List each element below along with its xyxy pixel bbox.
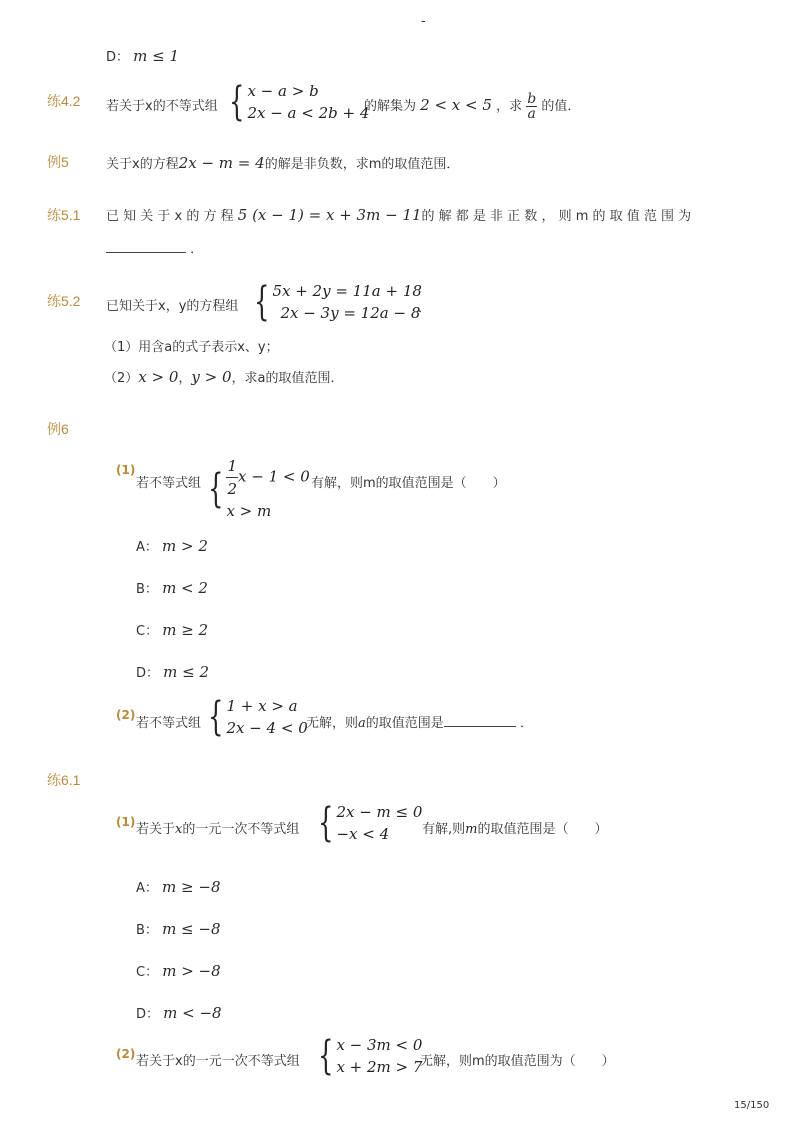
top-option-d (106, 46, 179, 65)
option-math: m ≤ 2 (163, 663, 210, 681)
question-continuation (364, 92, 580, 121)
question-text: 有解，则m的取值范围是（ ） (311, 476, 506, 491)
sub-question-1: （1）用含a的式子表示x、y； (104, 340, 279, 355)
option-math: m > −8 (162, 962, 221, 980)
option-math: m < 2 (162, 579, 208, 597)
option[interactable] (136, 578, 208, 597)
text: ，求a的取值范围． (231, 371, 344, 386)
option-label: C： (136, 965, 159, 980)
fraction-numerator: 1 (226, 455, 238, 478)
system-row: 2x − 3y = 12a − 8 (280, 304, 421, 322)
option[interactable] (136, 919, 221, 938)
question-tag: 练4.2 (47, 93, 81, 109)
question-text: 无解，则m的取值范围为（ ） (420, 1054, 615, 1069)
condition-math: 2 < x < 5 (420, 96, 492, 114)
text: 的解集为 (364, 99, 417, 114)
option-math: m ≤ −8 (162, 920, 221, 938)
question-tag: 例6 (47, 421, 69, 437)
text: ． (519, 716, 533, 731)
text: ， (178, 371, 192, 386)
answer-blank[interactable] (444, 714, 516, 727)
option-label: D： (136, 666, 160, 681)
option-math: m ≥ 2 (162, 621, 209, 639)
option-math: m > 2 (162, 537, 208, 555)
question-text (106, 153, 459, 172)
answer-blank[interactable] (106, 240, 186, 253)
question-continuation (422, 818, 607, 837)
text: 已 知 关 于 x 的 方 程 (106, 209, 234, 224)
sub-number: (1) (116, 463, 136, 477)
text: ，求 (496, 99, 523, 114)
system-row: x + 2m > 7 (336, 1058, 423, 1076)
text: 的取值范围是 (365, 716, 444, 731)
system-row: −x < 4 (336, 825, 390, 843)
text: 的取值范围是（ ） (477, 822, 608, 837)
option[interactable] (136, 620, 208, 639)
option-label: A： (136, 540, 158, 555)
text: 的解是非负数，求m的取值范围． (264, 157, 460, 172)
option-math: m ≤ 1 (133, 47, 180, 65)
left-brace: { (254, 279, 270, 325)
system-row: x − 3m < 0 (336, 1036, 423, 1054)
question-tag: 练5.2 (47, 293, 81, 309)
question-text: 若不等式组 (136, 716, 202, 731)
option-math: m ≥ −8 (162, 878, 221, 896)
option-label: A： (136, 881, 158, 896)
text: 若关于 (136, 822, 176, 837)
equation-system (203, 695, 308, 739)
equation-system (313, 801, 422, 845)
variable: a (358, 716, 366, 731)
fraction-denominator: 2 (227, 480, 237, 498)
option[interactable] (136, 877, 221, 896)
condition-math: x > 0 (138, 368, 179, 386)
system-row: x > m (226, 502, 272, 520)
text: 关于x的方程 (106, 157, 179, 172)
equation-system (313, 1034, 422, 1078)
text: ． (418, 301, 432, 316)
question-continuation (306, 712, 533, 731)
question-text: 若不等式组 (136, 476, 202, 491)
option-label: C： (136, 624, 159, 639)
text: 的 解 都 是 非 正 数 ， 则 m 的 取 值 范 围 为 (421, 209, 692, 224)
fraction-numerator: b (527, 91, 537, 107)
option-label: D： (106, 50, 130, 65)
text: 无解，则 (306, 716, 359, 731)
system-row: 2x − a < 2b + 4 (247, 104, 370, 122)
sub-number: (1) (116, 815, 136, 829)
left-brace: { (208, 694, 224, 740)
option[interactable] (136, 662, 209, 681)
question-tag: 练6.1 (47, 772, 81, 788)
sub-question-2 (104, 367, 344, 386)
system-row: 2x − m ≤ 0 (336, 803, 423, 821)
text: 的值． (541, 99, 581, 114)
option-math: m < −8 (163, 1004, 222, 1022)
question-tag: 例5 (47, 154, 69, 170)
sub-number: (2) (116, 708, 136, 722)
option-label: B： (136, 582, 158, 597)
row-rest: x − 1 < 0 (238, 467, 310, 486)
question-text: 若关于x的一元一次不等式组 (136, 1054, 300, 1069)
left-brace: { (208, 465, 224, 512)
text: 的一元一次不等式组 (182, 822, 300, 837)
question-text (106, 205, 691, 224)
equation-math: 2x − m = 4 (178, 154, 265, 172)
option[interactable] (136, 536, 208, 555)
condition-math: y > 0 (191, 368, 232, 386)
text: 有解,则 (422, 822, 466, 837)
option-label: D： (136, 1007, 160, 1022)
system-row: 1 + x > a (226, 697, 298, 715)
option-label: B： (136, 923, 158, 938)
option[interactable] (136, 961, 221, 980)
variable: m (465, 822, 478, 837)
left-brace: { (318, 1033, 334, 1079)
equation-system (203, 455, 310, 522)
fraction-denominator: a (527, 106, 536, 122)
system-row (226, 455, 309, 500)
equation-system (224, 80, 369, 124)
left-brace: { (318, 800, 334, 846)
system-row: 5x + 2y = 11a + 18 (272, 282, 422, 300)
question-text (136, 818, 299, 837)
answer-blank-line (106, 238, 203, 257)
fraction (226, 455, 238, 500)
fraction (526, 92, 537, 121)
text: ． (190, 242, 204, 257)
equation-math: 5 (x − 1) = x + 3m − 11 (237, 206, 422, 224)
page-number: 15/150 (734, 1100, 770, 1111)
variable: x (175, 822, 183, 837)
option[interactable] (136, 1003, 222, 1022)
equation-system (249, 280, 422, 324)
system-row: x − a > b (247, 82, 319, 100)
question-text: 已知关于x，y的方程组 (106, 299, 239, 314)
system-row: 2x − 4 < 0 (226, 719, 308, 737)
text: （2） (104, 371, 139, 386)
left-brace: { (229, 79, 245, 125)
question-tag: 练5.1 (47, 207, 81, 223)
header-mark: - (421, 14, 426, 29)
question-text: 若关于x的不等式组 (106, 99, 218, 114)
sub-number: (2) (116, 1047, 136, 1061)
